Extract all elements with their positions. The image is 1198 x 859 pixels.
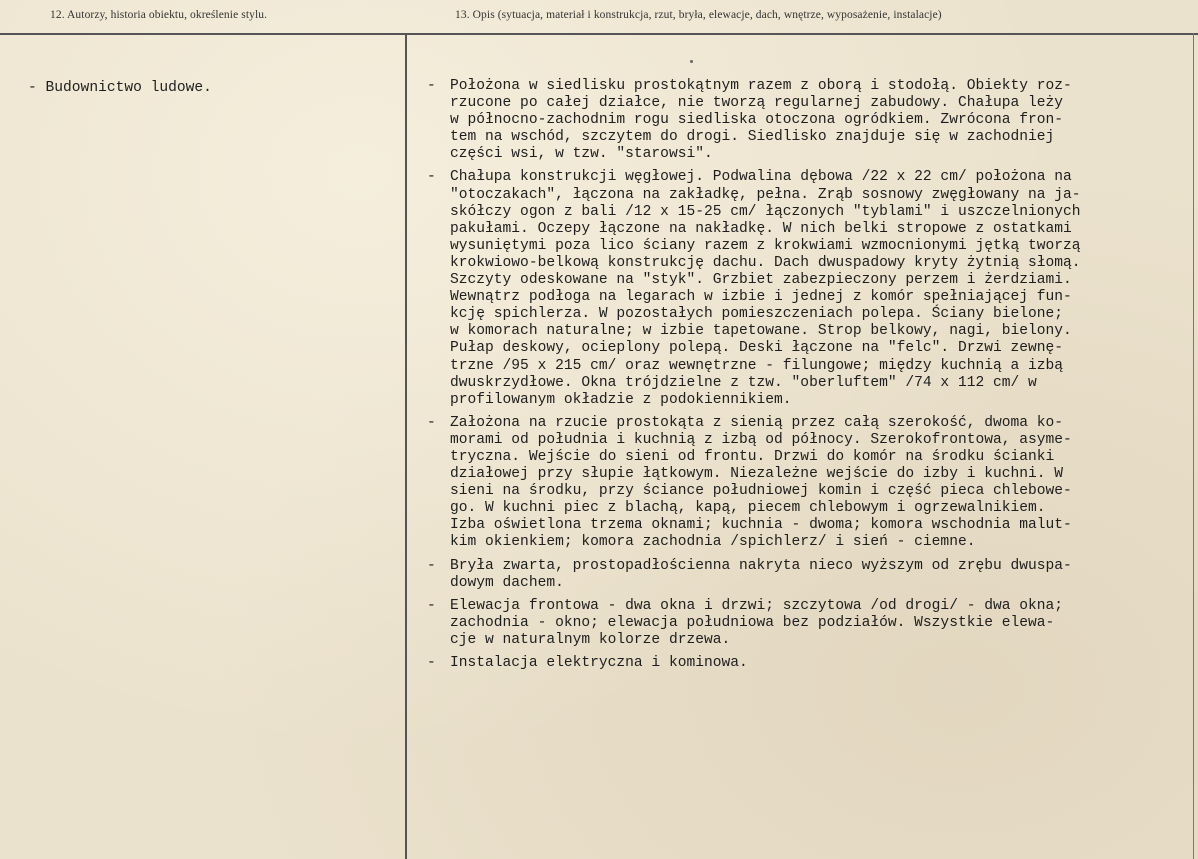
text-line: kim okienkiem; komora zachodnia /spichlerz/ i sień - ciemne. bbox=[450, 534, 976, 551]
style-entry bbox=[28, 80, 212, 96]
text-line: profilowanym okładzie z podokiennikiem. bbox=[450, 391, 792, 408]
list-dash: - bbox=[427, 78, 436, 94]
description-item bbox=[427, 78, 1197, 163]
text-line: trzne /95 x 215 cm/ oraz wewnętrzne - filungowe; między kuchnią a izbą bbox=[450, 357, 1064, 374]
column-divider bbox=[405, 33, 407, 859]
text-line: dwuskrzydłowe. Okna trójdzielne z tzw. "oberluftem" /74 x 112 cm/ w bbox=[450, 374, 1037, 391]
description-item bbox=[427, 415, 1197, 552]
text-line: skółczy ogon z bali /12 x 15-25 cm/ łączonych "tyblami" i uszczelnionych bbox=[450, 203, 1081, 220]
text-line: krokwiowo-belkową konstrukcję dachu. Dach dwuspadowy kryty żytnią słomą. bbox=[450, 254, 1081, 271]
text-line: Chałupa konstrukcji węgłowej. Podwalina dębowa /22 x 22 cm/ położona na bbox=[450, 169, 1072, 186]
description-paragraph bbox=[450, 78, 1197, 163]
text-line: w północno-zachodnim rogu siedliska otoczona ogródkiem. Zwrócona fron- bbox=[450, 112, 1064, 129]
text-line: Elewacja frontowa - dwa okna i drzwi; szczytowa /od drogi/ - dwa okna; bbox=[450, 597, 1064, 614]
text-line: Bryła zwarta, prostopadłościenna nakryta nieco wyższym od zrębu dwuspa- bbox=[450, 557, 1072, 574]
list-dash: - bbox=[427, 655, 436, 671]
text-line: dowym dachem. bbox=[450, 574, 564, 591]
description-item bbox=[427, 169, 1197, 408]
description-paragraph bbox=[450, 558, 1197, 592]
text-line: Instalacja elektryczna i kominowa. bbox=[450, 655, 748, 671]
description-paragraph bbox=[450, 598, 1197, 649]
list-dash: - bbox=[427, 414, 436, 431]
text-line: wysuniętymi poza lico ściany razem z krokwiami wzmocnionymi jętką tworzą bbox=[450, 237, 1081, 254]
section-13-title: 13. Opis (sytuacja, materiał i konstrukcja, rzut, bryła, elewacje, dach, wnętrze, wyposażenie, instalacje) bbox=[455, 9, 942, 21]
text-line: Założona na rzucie prostokąta z sienią przez całą szerokość, dwoma ko- bbox=[450, 414, 1064, 431]
text-line: w komorach naturalne; w izbie tapetowane. Strop belkowy, nagi, bielony. bbox=[450, 323, 1072, 340]
text-line: go. W kuchni piec z blachą, kapą, piecem chlebowym i ogrzewalnikiem. bbox=[450, 500, 1046, 517]
list-dash: - bbox=[427, 597, 436, 614]
description-paragraph bbox=[450, 415, 1197, 552]
text-line: rzucone po całej działce, nie tworzą regularnej zabudowy. Chałupa leży bbox=[450, 95, 1064, 112]
text-line: działowej przy słupie łątkowym. Niezależne wejście do izby i kuchni. W bbox=[450, 466, 1064, 483]
text-line: Pułap deskowy, ocieplony polepą. Deski łączone na "felc". Drzwi zewnę- bbox=[450, 340, 1064, 357]
ink-dot bbox=[690, 60, 693, 63]
section-12-title: 12. Autorzy, historia obiektu, określenie stylu. bbox=[50, 9, 268, 21]
text-line: pakułami. Oczepy łączone na nakładkę. W nich belki stropowe z ostatkami bbox=[450, 220, 1072, 237]
header-rule bbox=[0, 33, 1198, 35]
text-line: Wewnątrz podłoga na legarach w izbie i jednej z komór spełniającej fun- bbox=[450, 289, 1072, 306]
text-line: "otoczakach", łączona na zakładkę, pełna. Zrąb sosnowy zwęgłowany na ja- bbox=[450, 186, 1081, 203]
text-line: tryczna. Wejście do sieni od frontu. Drzwi do komór na środku ścianki bbox=[450, 448, 1055, 465]
text-line: tem na wschód, szczytem do drogi. Siedlisko znajduje się w zachodniej bbox=[450, 129, 1055, 146]
text-line: sieni na środku, przy ściance południowej komin i część pieca chlebowe- bbox=[450, 483, 1072, 500]
text-line: kcję spichlerza. W pozostałych pomieszczeniach polepa. Ściany bielone; bbox=[450, 306, 1064, 323]
description-item bbox=[427, 598, 1197, 649]
text-line: Izba oświetlona trzema oknami; kuchnia - dwoma; komora wschodnia malut- bbox=[450, 517, 1072, 534]
text-line: morami od południa i kuchnią z izbą od północy. Szerokofrontowa, asyme- bbox=[450, 431, 1072, 448]
description-paragraph bbox=[450, 169, 1197, 408]
text-line: cje w naturalnym kolorze drzewa. bbox=[450, 631, 731, 648]
list-dash: - bbox=[427, 169, 436, 186]
description-paragraph bbox=[450, 655, 1197, 672]
description-item bbox=[427, 558, 1197, 592]
text-line: zachodnia - okno; elewacja południowa bez podziałów. Wszystkie elewa- bbox=[450, 614, 1055, 631]
list-dash: - bbox=[28, 80, 37, 96]
text-line: Położona w siedlisku prostokątnym razem z oborą i stodołą. Obiekty roz- bbox=[450, 78, 1072, 94]
description-item bbox=[427, 655, 1197, 672]
description-list bbox=[427, 78, 1197, 678]
list-dash: - bbox=[427, 557, 436, 574]
text-line: Szczyty odeskowane na "styk". Grzbiet zabezpieczony perzem i żerdziami. bbox=[450, 272, 1072, 289]
text-line: części wsi, w tzw. "starowsi". bbox=[450, 146, 713, 163]
style-text: Budownictwo ludowe. bbox=[45, 80, 212, 96]
